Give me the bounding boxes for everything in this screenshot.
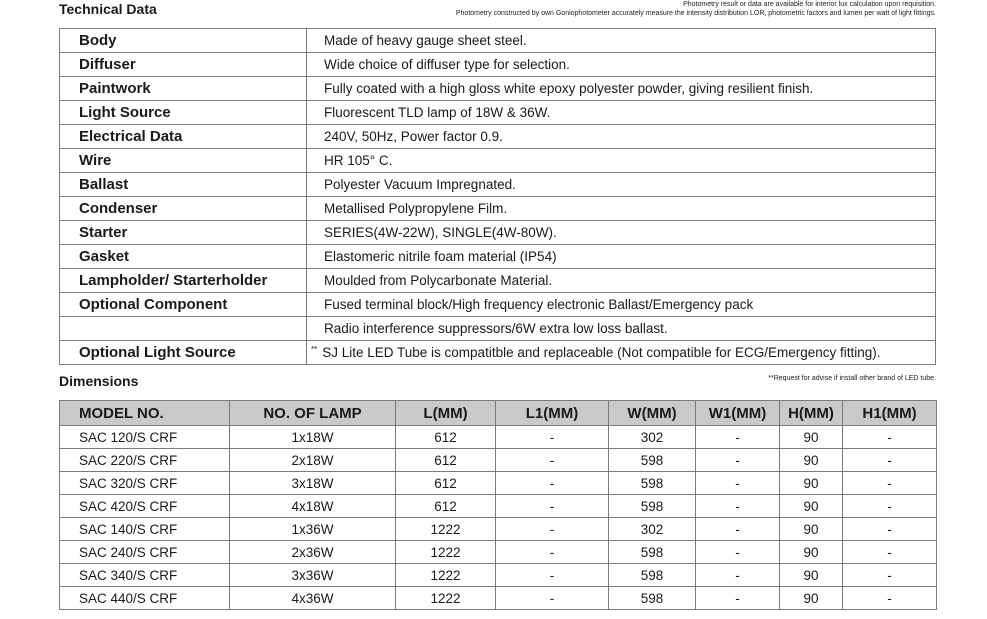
table-cell: -	[696, 495, 780, 518]
tech-row	[60, 197, 936, 221]
table-row	[60, 564, 937, 587]
table-cell: 612	[396, 426, 496, 449]
tech-key: Paintwork	[60, 77, 307, 101]
dimensions-column-header: H1(MM)	[843, 401, 937, 426]
dimensions-column-header: L(MM)	[396, 401, 496, 426]
tech-row	[60, 293, 936, 317]
table-cell: -	[496, 587, 609, 610]
table-row	[60, 587, 937, 610]
table-cell: SAC 340/S CRF	[60, 564, 230, 587]
dimensions-column-header: W(MM)	[609, 401, 696, 426]
table-cell: SAC 220/S CRF	[60, 449, 230, 472]
table-cell: 90	[780, 518, 843, 541]
tech-value-cell	[307, 149, 936, 173]
tech-value: Fluorescent TLD lamp of 18W & 36W.	[324, 105, 551, 120]
tech-row	[60, 29, 936, 53]
table-row	[60, 495, 937, 518]
table-cell: 4x18W	[230, 495, 396, 518]
table-cell: -	[843, 541, 937, 564]
tech-value-cell	[307, 53, 936, 77]
tech-key: Gasket	[60, 245, 307, 269]
table-cell: SAC 440/S CRF	[60, 587, 230, 610]
table-cell: -	[496, 564, 609, 587]
table-cell: 1222	[396, 564, 496, 587]
tech-key: Condenser	[60, 197, 307, 221]
table-cell: -	[843, 518, 937, 541]
tech-value-cell	[307, 221, 936, 245]
table-cell: SAC 420/S CRF	[60, 495, 230, 518]
dimensions-column-header: NO. OF LAMP	[230, 401, 396, 426]
tech-value: Metallised Polypropylene Film.	[324, 201, 508, 216]
table-cell: -	[843, 449, 937, 472]
tech-value: Moulded from Polycarbonate Material.	[324, 273, 553, 288]
table-cell: 1222	[396, 587, 496, 610]
tech-row	[60, 269, 936, 293]
table-cell: -	[696, 472, 780, 495]
table-cell: 598	[609, 449, 696, 472]
tech-value: 240V, 50Hz, Power factor 0.9.	[324, 129, 503, 144]
table-cell: -	[696, 426, 780, 449]
table-row	[60, 472, 937, 495]
tech-row	[60, 149, 936, 173]
tech-key: Optional Light Source	[60, 341, 307, 365]
table-cell: -	[496, 449, 609, 472]
tech-row	[60, 173, 936, 197]
tech-key: Ballast	[60, 173, 307, 197]
table-cell: 90	[780, 449, 843, 472]
led-tube-note: **Request for advise if install other brand of LED tube.	[768, 375, 936, 382]
tech-value-cell	[307, 101, 936, 125]
tech-row	[60, 53, 936, 77]
table-cell: 1x18W	[230, 426, 396, 449]
table-row	[60, 449, 937, 472]
table-cell: 3x18W	[230, 472, 396, 495]
table-cell: -	[496, 495, 609, 518]
table-cell: 598	[609, 495, 696, 518]
tech-value: Made of heavy gauge sheet steel.	[324, 33, 527, 48]
table-cell: -	[696, 587, 780, 610]
tech-value-cell	[307, 245, 936, 269]
tech-value-cell	[307, 29, 936, 53]
table-cell: 598	[609, 564, 696, 587]
tech-value: Polyester Vacuum Impregnated.	[324, 177, 516, 192]
technical-data-table	[59, 28, 936, 365]
photometry-note-line2: Photometry constructed by own Goniophotometer accurately measure the intensity distribution LOR, photometric factors and lumen per watt of light fittings.	[455, 10, 936, 17]
tech-value-cell	[307, 173, 936, 197]
photometry-note	[456, 0, 936, 18]
tech-value: HR 105° C.	[324, 153, 393, 168]
tech-value: Radio interference suppressors/6W extra low loss ballast.	[324, 321, 668, 336]
table-cell: 302	[609, 518, 696, 541]
table-cell: 90	[780, 541, 843, 564]
technical-data-title: Technical Data	[59, 1, 157, 17]
table-cell: 90	[780, 426, 843, 449]
tech-row	[60, 101, 936, 125]
table-cell: 612	[396, 472, 496, 495]
photometry-note-line1: Photometry result or data are available for interior lux calculation upon requisition.	[683, 1, 936, 8]
table-cell: 598	[609, 472, 696, 495]
tech-value: Elastomeric nitrile foam material (IP54)	[324, 249, 557, 264]
table-cell: 2x36W	[230, 541, 396, 564]
table-cell: 90	[780, 564, 843, 587]
tech-key: Lampholder/ Starterholder	[60, 269, 307, 293]
table-cell: -	[696, 449, 780, 472]
table-cell: SAC 320/S CRF	[60, 472, 230, 495]
table-cell: -	[843, 587, 937, 610]
tech-key: Wire	[60, 149, 307, 173]
table-cell: -	[696, 564, 780, 587]
table-cell: -	[843, 472, 937, 495]
table-cell: 90	[780, 495, 843, 518]
table-cell: -	[843, 495, 937, 518]
tech-value: SJ Lite LED Tube is compatitble and replaceable (Not compatible for ECG/Emergency fitting).	[322, 345, 881, 360]
tech-value: Fused terminal block/High frequency electronic Ballast/Emergency pack	[324, 297, 754, 312]
table-cell: -	[496, 541, 609, 564]
table-cell: 1222	[396, 541, 496, 564]
footnote-mark: **	[311, 345, 318, 354]
dimensions-column-header: H(MM)	[780, 401, 843, 426]
table-cell: SAC 140/S CRF	[60, 518, 230, 541]
tech-value-cell	[307, 341, 936, 365]
table-row	[60, 518, 937, 541]
table-cell: -	[496, 472, 609, 495]
tech-row	[60, 125, 936, 149]
table-cell: -	[843, 426, 937, 449]
tech-row	[60, 245, 936, 269]
table-cell: -	[496, 426, 609, 449]
tech-key: Diffuser	[60, 53, 307, 77]
table-cell: 598	[609, 541, 696, 564]
table-cell: 612	[396, 449, 496, 472]
tech-key: Body	[60, 29, 307, 53]
tech-value: Fully coated with a high gloss white epoxy polyester powder, giving resilient finish.	[324, 81, 814, 96]
dimensions-column-header: L1(MM)	[496, 401, 609, 426]
tech-key: Light Source	[60, 101, 307, 125]
tech-value: SERIES(4W-22W), SINGLE(4W-80W).	[324, 225, 557, 240]
tech-key	[60, 317, 307, 341]
table-cell: -	[496, 518, 609, 541]
tech-value-cell	[307, 77, 936, 101]
tech-row	[60, 317, 936, 341]
tech-value-cell	[307, 269, 936, 293]
table-cell: -	[696, 518, 780, 541]
table-row	[60, 541, 937, 564]
tech-row	[60, 341, 936, 365]
dimensions-table	[59, 400, 937, 610]
table-cell: 2x18W	[230, 449, 396, 472]
table-cell: SAC 120/S CRF	[60, 426, 230, 449]
table-cell: 90	[780, 472, 843, 495]
dimensions-column-header: MODEL NO.	[60, 401, 230, 426]
tech-key: Starter	[60, 221, 307, 245]
tech-value-cell	[307, 317, 936, 341]
tech-value-cell	[307, 293, 936, 317]
table-cell: 3x36W	[230, 564, 396, 587]
dimensions-column-header: W1(MM)	[696, 401, 780, 426]
tech-key: Optional Component	[60, 293, 307, 317]
tech-key: Electrical Data	[60, 125, 307, 149]
dimensions-title: Dimensions	[59, 373, 139, 389]
tech-value-cell	[307, 125, 936, 149]
table-cell: 4x36W	[230, 587, 396, 610]
table-cell: 612	[396, 495, 496, 518]
tech-value: Wide choice of diffuser type for selection.	[324, 57, 570, 72]
tech-row	[60, 221, 936, 245]
table-row	[60, 426, 937, 449]
table-cell: 1x36W	[230, 518, 396, 541]
table-cell: 598	[609, 587, 696, 610]
table-cell: -	[696, 541, 780, 564]
table-cell: 90	[780, 587, 843, 610]
tech-row	[60, 77, 936, 101]
table-cell: 302	[609, 426, 696, 449]
tech-value-cell	[307, 197, 936, 221]
dimensions-header-row	[60, 401, 937, 426]
table-cell: SAC 240/S CRF	[60, 541, 230, 564]
table-cell: -	[843, 564, 937, 587]
table-cell: 1222	[396, 518, 496, 541]
